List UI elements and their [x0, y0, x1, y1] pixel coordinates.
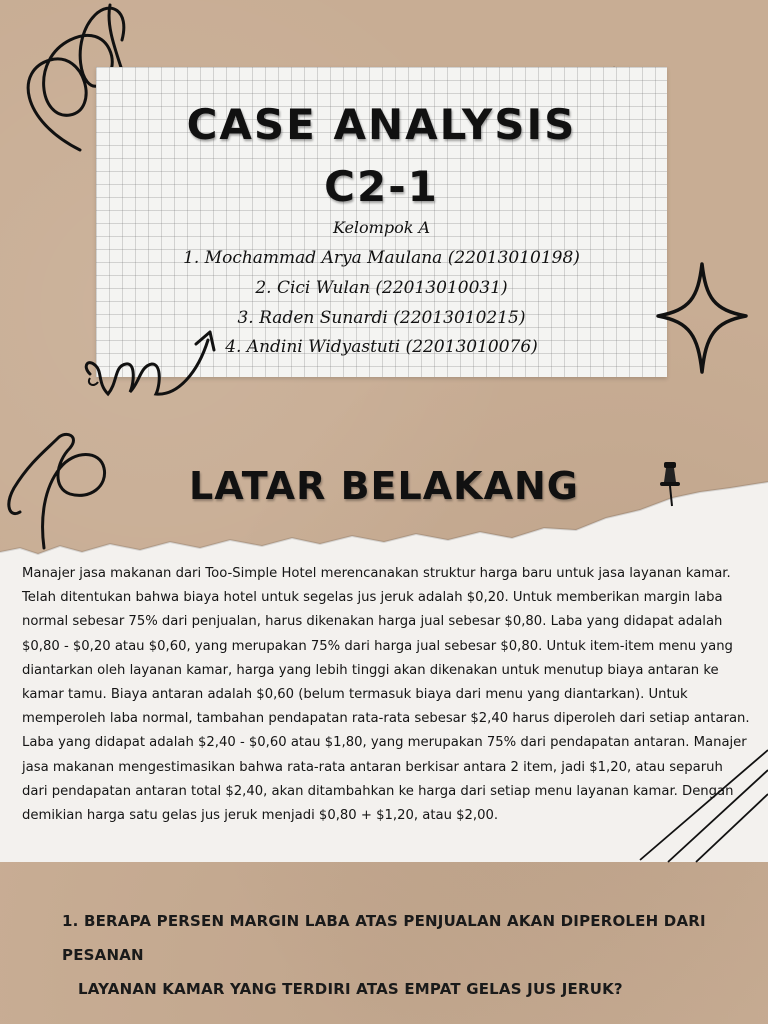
background-paragraph: Manajer jasa makanan dari Too-Simple Hotel merencanakan struktur harga baru untuk jasa layanan kamar. Telah ditentukan bahwa biaya hotel untuk segelas jus jeruk adalah $0,20. Untuk memberikan margin laba normal sebesar 75% dari penjualan, harus dikenakan harga jual sebesar $0,80. Laba yang didapat adalah $0,80 - $0,20 atau $0,60, yang merupakan 75% dari harga jual sebesar $0,80. Untuk item-item menu yang diantarkan oleh layanan kamar, harga yang lebih tinggi akan dikenakan untuk menutup biaya antaran ke kamar tamu. Biaya antaran adalah $0,60 (belum termasuk biaya dari menu yang diantarkan). Untuk memperoleh laba normal, tambahan pendapatan rata-rata sebesar $2,40 harus diperoleh dari setiap antaran. Laba yang didapat adalah $2,40 - $0,60 atau $1,80, yang merupakan 75% dari pendapatan antaran. Manajer jasa makanan mengestimasikan bahwa rata-rata antaran berkisar antara 2 item, jadi $1,20, atau separuh dari pendapatan antaran total $2,40, akan ditambahkan ke harga dari setiap menu layanan kamar. Dengan demikian harga satu gelas jus jeruk menjadi $0,80 + $1,20, atau $2,00. [22, 566, 750, 824]
member-2: 2. Cici Wulan (22013010031) [255, 278, 508, 298]
question-line-2: LAYANAN KAMAR YANG TERDIRI ATAS EMPAT GELAS JUS JERUK? [78, 980, 623, 998]
title-line-2: C2-1 [324, 162, 439, 211]
question-line-1: 1. BERAPA PERSEN MARGIN LABA ATAS PENJUALAN AKAN DIPEROLEH DARI PESANAN [62, 912, 706, 964]
member-3: 3. Raden Sunardi (22013010215) [237, 308, 526, 328]
section-heading: LATAR BELAKANG [189, 464, 579, 508]
curly-arrow-decoration [78, 322, 228, 412]
question-block [62, 904, 742, 1006]
title-line-1: CASE ANALYSIS [186, 100, 577, 149]
member-1: 1. Mochammad Arya Maulana (22013010198) [183, 248, 580, 268]
sparkle-star-icon [652, 258, 752, 378]
member-4: 4. Andini Widyastuti (22013010076) [225, 337, 538, 357]
group-label: Kelompok A [332, 218, 431, 237]
pushpin-icon [656, 460, 686, 510]
